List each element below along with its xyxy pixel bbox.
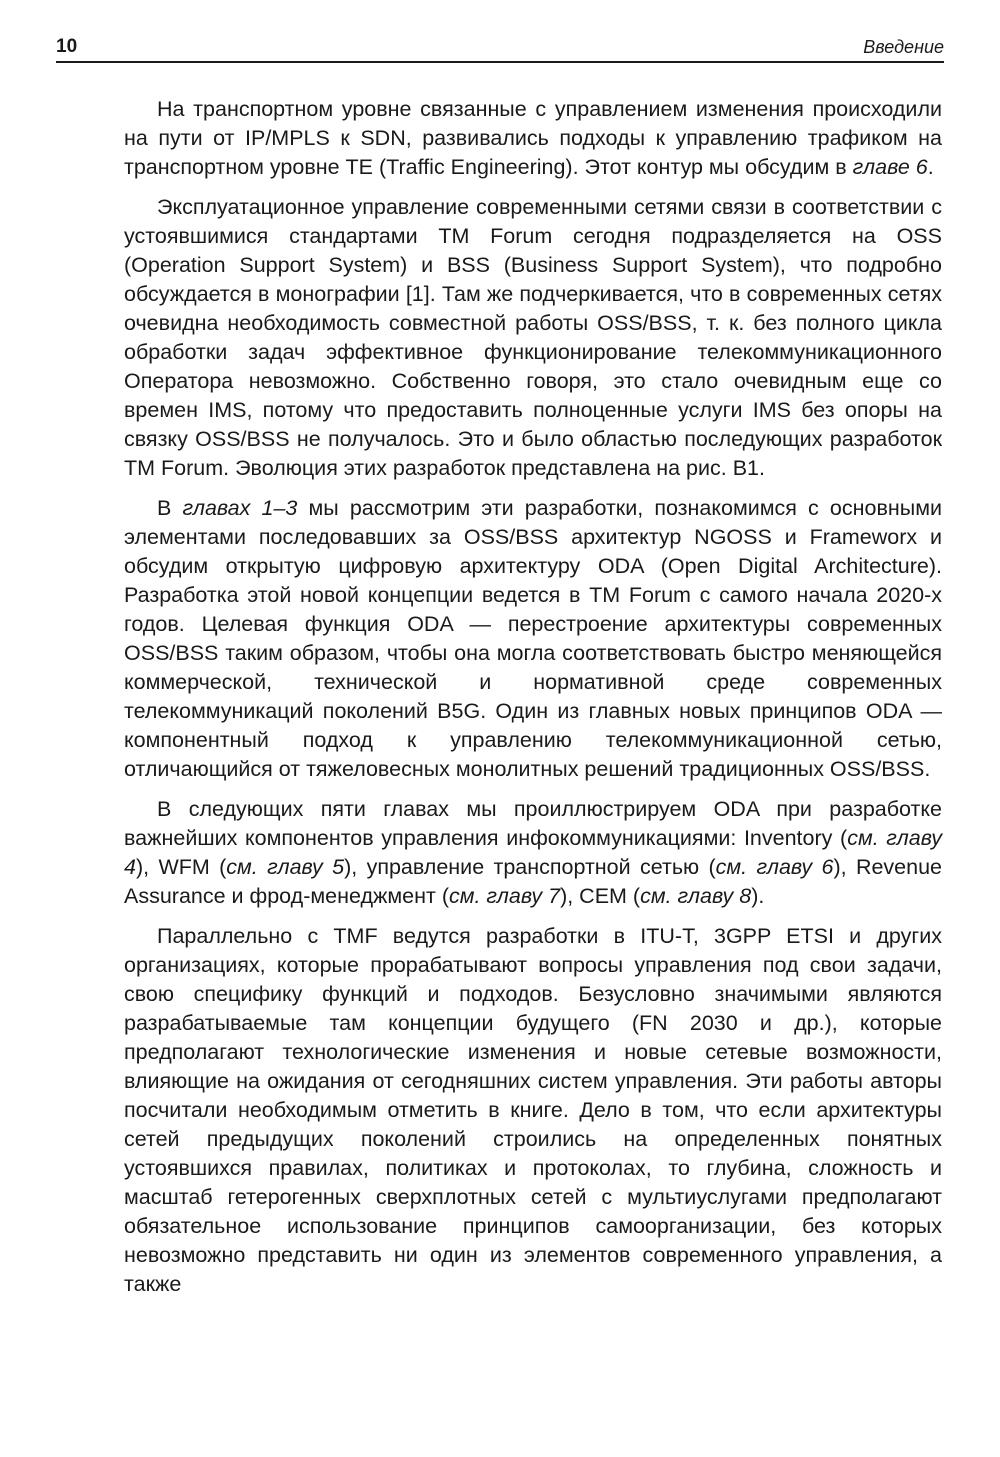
chapter-reference: см. главу 5	[226, 855, 345, 879]
text-run: В следующих пяти главах мы проиллюстрируем ODA при разработке важнейших компонентов управления инфокоммуникациями: Inventory (	[124, 797, 942, 850]
paragraph-3	[124, 494, 942, 784]
text-run: ), Revenue Assurance и фрод-менеджмент (	[124, 855, 943, 908]
paragraph-1	[124, 95, 942, 182]
chapter-reference: см. главу 6	[715, 855, 834, 879]
text-run: ).	[751, 884, 765, 908]
text-run: ), CEM (	[560, 884, 641, 908]
paragraph-5	[124, 922, 942, 1299]
body-text	[124, 95, 942, 1310]
paragraph-4	[124, 795, 942, 911]
text-run: мы рассмотрим эти разработки, познакомимся с основными элементами последовавших за OSS/BSS архитектур NGOSS и Frameworx и обсудим открытую цифровую архитектуру ODA (Open Digital Architecture). Разработка этой новой концепции ведется в TM Forum с самого начала 2020-х годов. Целевая функция ODA — перестроение архитектуры современных OSS/BSS таким образом, чтобы она могла соответствовать быстро меняющейся коммерческой, технической и нормативной среде современных телекоммуникаций поколений B5G. Один из главных новых принципов ODA — компонентный подход к управлению телекоммуникационной сетью, отличающийся от тяжеловесных монолитных решений традиционных OSS/BSS.	[124, 496, 942, 781]
chapter-reference: см. главу 4	[124, 826, 942, 879]
text-run: Параллельно с TMF ведутся разработки в ITU-T, 3GPP ETSI и других организациях, которые прорабатывают вопросы управления под свои задачи, свою специфику функций и подходов. Безусловно значимыми являются разрабатываемые там концепции будущего (FN 2030 и др.), которые предполагают технологические изменения и новые сетевые возможности, влияющие на ожидания от сегодняшних систем управления. Эти работы авторы посчитали необходимым отметить в книге. Дело в том, что если архитектуры сетей предыдущих поколений строились на определенных понятных устоявшихся правилах, политиках и протоколах, то глубина, сложность и масштаб гетерогенных сверхплотных сетей с мультиуслугами предполагают обязательное использование принципов самоорганизации, без которых невозможно представить ни один из элементов современного управления, а также	[124, 924, 942, 1296]
text-run: На транспортном уровне связанные с управлением изменения происходили на пути от IP/MPLS к SDN, развивались подходы к управлению трафиком на транспортном уровне TE (Traffic Engineering). Этот контур мы обсудим в	[124, 97, 942, 179]
chapter-reference: см. главу 7	[449, 884, 561, 908]
section-title: Введение	[863, 37, 944, 57]
text-run: В	[157, 496, 183, 520]
text-run: .	[927, 155, 934, 179]
text-run: ), WFM (	[135, 855, 227, 879]
running-header	[56, 32, 944, 63]
paragraph-2	[124, 193, 942, 483]
page-number: 10	[56, 36, 78, 57]
chapter-reference: главе 6	[852, 155, 928, 179]
text-run: Эксплуатационное управление современными сетями связи в соответствии с устоявшимися стандартами TM Forum сегодня подразделяется на OSS (Operation Support System) и BSS (Business Support System), что подробно обсуждается в монографии [1]. Там же подчеркивается, что в современных сетях очевидна необходимость совместной работы OSS/BSS, т. к. без полного цикла обработки задач эффективное функционирование телекоммуникационного Оператора невозможно. Собственно говоря, это стало очевидным еще со времен IMS, потому что предоставить полноценные услуги IMS без опоры на связку OSS/BSS не получалось. Это и было областью последующих разработок TM Forum. Эволюция этих разработок представлена на рис. В1.	[124, 195, 942, 480]
text-run: ), управление транспортной сетью (	[344, 855, 716, 879]
chapter-reference: см. главу 8	[640, 884, 752, 908]
chapter-reference: главах 1–3	[182, 496, 298, 520]
